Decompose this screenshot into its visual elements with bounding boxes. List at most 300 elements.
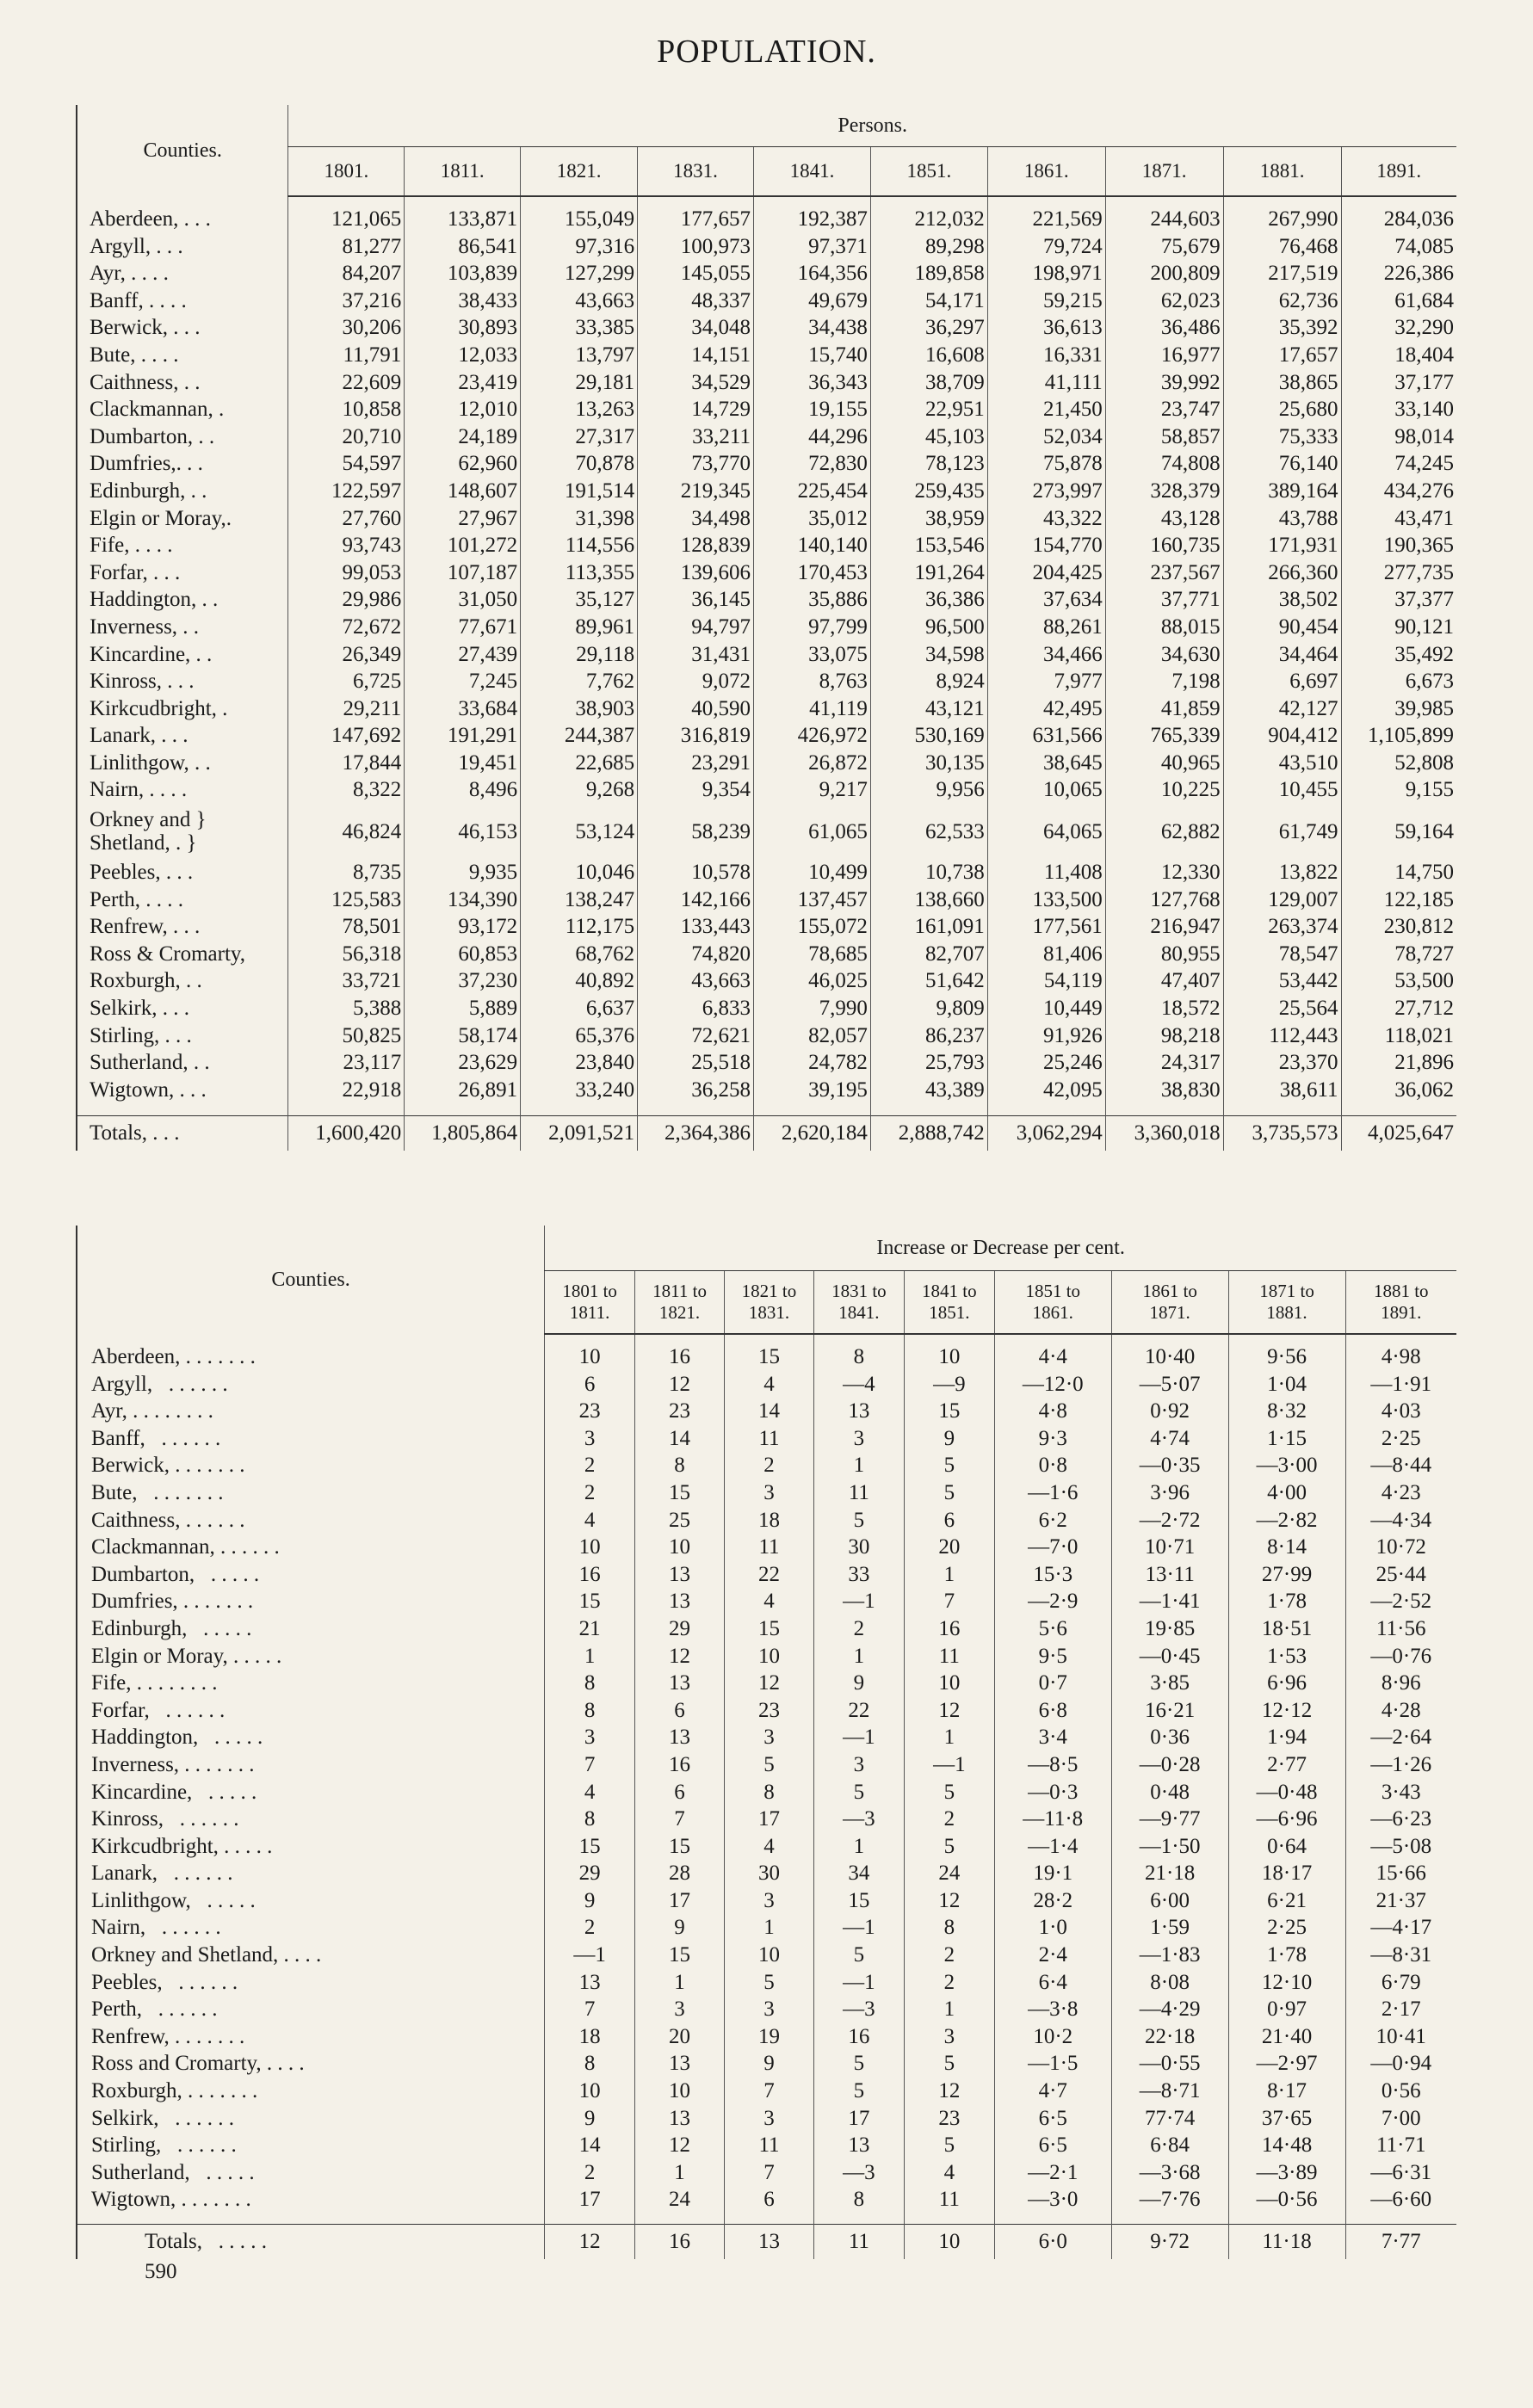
percent-cell: 20 [635,2023,725,2051]
population-cell: 37,377 [1341,586,1456,614]
population-cell: 43,663 [521,287,638,315]
percent-cell: 3·4 [994,1724,1111,1751]
percent-cell: 9 [813,1670,904,1697]
percent-cell: 2 [545,2159,635,2187]
county-name: Bute, . . . . [90,343,179,367]
percent-cell: 3 [725,1996,814,2023]
percent-cell: 1·59 [1111,1914,1228,1942]
population-cell: 155,072 [753,913,870,941]
percent-cell: 23 [545,1398,635,1425]
population-cell: 41,859 [1105,695,1223,723]
population-cell: 7,762 [521,668,638,695]
population-cell: 40,590 [638,695,754,723]
percent-cell: 10 [635,2078,725,2105]
period-start: 1861 to [1142,1281,1197,1301]
table-row [77,369,1456,397]
table-row [77,532,1456,559]
population-cell: 40,892 [521,967,638,995]
population-cell: 10,738 [870,859,987,886]
percent-cell: 5·6 [994,1615,1111,1643]
total-cell: 1,600,420 [288,1116,405,1152]
county-name: Sutherland, . . . . . [91,2160,255,2184]
population-cell: 190,365 [1341,532,1456,559]
population-cell: 31,398 [521,505,638,533]
population-cell: 33,684 [405,695,521,723]
population-cell: 122,185 [1341,886,1456,914]
population-cell: 112,175 [521,913,638,941]
spacer-cell [638,1103,754,1116]
population-cell: 43,510 [1223,750,1341,777]
percent-cell: —1·41 [1111,1588,1228,1615]
population-cell: 164,356 [753,260,870,287]
population-cell: 62,023 [1105,287,1223,315]
year-header: 1891. [1341,147,1456,197]
percent-cell: 1·78 [1228,1942,1345,1969]
population-cell: 61,749 [1223,804,1341,859]
table-row [77,2023,1456,2051]
percent-cell: 11 [813,1479,904,1507]
population-cell: 530,169 [870,722,987,750]
percent-cell: 1 [725,1914,814,1942]
population-cell: 36,145 [638,586,754,614]
population-cell: 221,569 [987,196,1105,233]
period-start: 1811 to [652,1281,707,1301]
percent-cell: 1 [635,2159,725,2187]
county-name: Lanark, . . . . . . [91,1862,233,1886]
population-cell: 266,360 [1223,559,1341,587]
table-row [77,1779,1456,1806]
county-name: Inverness, . . . . . . . [91,1752,255,1776]
population-cell: 426,972 [753,722,870,750]
percent-cell: 11 [725,2132,814,2159]
percent-cell: 24 [904,1860,994,1887]
population-cell: 38,959 [870,505,987,533]
percent-cell: 3 [545,1724,635,1751]
population-cell: 8,924 [870,668,987,695]
population-cell: 112,443 [1223,1022,1341,1050]
percent-cell: 8 [545,1806,635,1833]
table-row [77,586,1456,614]
table-row [77,1398,1456,1425]
population-cell: 39,985 [1341,695,1456,723]
county-name: Stirling, . . . [90,1023,192,1047]
population-cell: 60,853 [405,941,521,968]
percent-cell: 8 [725,1779,814,1806]
percent-cell: 17 [725,1806,814,1833]
percent-cell: 4·74 [1111,1425,1228,1453]
period-header [545,1271,635,1335]
county-name: Kirkcudbright, . . . . . [91,1834,273,1858]
percent-cell: 34 [813,1860,904,1887]
percent-cell: 4 [725,1588,814,1615]
population-cell: 91,926 [987,1022,1105,1050]
population-cell: 33,075 [753,641,870,669]
percent-cell: —4 [813,1371,904,1398]
population-cell: 147,692 [288,722,405,750]
population-cell: 10,449 [987,995,1105,1022]
percent-cell: 7 [725,2078,814,2105]
percent-cell: —1 [813,1724,904,1751]
population-cell: 46,153 [405,804,521,859]
population-cell: 189,858 [870,260,987,287]
percent-cell: —1 [813,1914,904,1942]
county-name: Ayr, . . . . [90,262,169,286]
total-cell: 3,735,573 [1223,1116,1341,1152]
percent-cell: 3 [813,1751,904,1779]
percent-cell: 2 [725,1452,814,1479]
percent-cell: 4 [545,1779,635,1806]
percent-cell: 37·65 [1228,2105,1345,2133]
percent-cell: 10 [545,1334,635,1371]
percent-cell: 3 [725,2105,814,2133]
table-row [77,260,1456,287]
population-cell: 59,215 [987,287,1105,315]
county-name: Sutherland, . . [90,1051,210,1075]
percent-cell: 2·77 [1228,1751,1345,1779]
population-cell: 33,140 [1341,396,1456,423]
percent-cell: 5 [813,2050,904,2078]
percent-cell: 4·00 [1228,1479,1345,1507]
population-cell: 40,965 [1105,750,1223,777]
population-cell: 30,135 [870,750,987,777]
population-cell: 25,518 [638,1049,754,1077]
population-cell: 434,276 [1341,478,1456,505]
county-name: Renfrew, . . . [90,915,201,939]
population-cell: 84,207 [288,260,405,287]
population-cell: 97,371 [753,233,870,261]
percent-cell: 15·66 [1345,1860,1456,1887]
percent-cell: 22·18 [1111,2023,1228,2051]
population-cell: 81,277 [288,233,405,261]
percent-cell: 28·2 [994,1887,1111,1915]
totals-label: Totals, . . . . . [77,2225,545,2260]
population-cell: 36,486 [1105,314,1223,342]
percent-cell: 6·79 [1345,1969,1456,1997]
percent-cell: 8 [904,1914,994,1942]
county-name: Selkirk, . . . . . . [91,2106,234,2130]
table-row [77,342,1456,369]
percent-cell: 9·5 [994,1643,1111,1670]
population-cell: 74,820 [638,941,754,968]
period-start: 1871 to [1259,1281,1314,1301]
percent-cell: —1·91 [1345,1371,1456,1398]
counties-header: Counties. [271,1268,350,1291]
population-cell: 103,839 [405,260,521,287]
population-cell: 21,896 [1341,1049,1456,1077]
percent-cell: —0·56 [1228,2186,1345,2214]
population-cell: 13,822 [1223,859,1341,886]
spacer-cell [1341,1103,1456,1116]
population-cell: 79,724 [987,233,1105,261]
percent-cell: 17 [635,1887,725,1915]
spacer-cell [1111,2214,1228,2225]
percent-cell: —2·82 [1228,1507,1345,1534]
population-cell: 35,127 [521,586,638,614]
population-cell: 75,679 [1105,233,1223,261]
county-name: Perth, . . . . [90,887,184,911]
population-cell: 138,660 [870,886,987,914]
population-cell: 1,105,899 [1341,722,1456,750]
population-cell: 38,502 [1223,586,1341,614]
percent-cell: 4 [725,1833,814,1861]
population-cell: 6,697 [1223,668,1341,695]
population-cell: 9,072 [638,668,754,695]
period-end: 1861. [1032,1302,1073,1323]
spacer-cell [1345,2214,1456,2225]
population-cell: 36,343 [753,369,870,397]
population-cell: 76,140 [1223,450,1341,478]
population-cell: 139,606 [638,559,754,587]
totals-label: Totals, . . . [77,1116,288,1152]
spacer-cell [1105,1103,1223,1116]
county-name: Edinburgh, . . . . . [91,1616,252,1640]
population-cell: 88,261 [987,614,1105,641]
percent-cell: —8·71 [1111,2078,1228,2105]
county-name: Elgin or Moray, . . . . . [91,1644,282,1668]
percent-cell: 19 [725,2023,814,2051]
percent-cell: 8 [813,2186,904,2214]
percent-cell: 3 [725,1887,814,1915]
population-cell: 36,258 [638,1077,754,1104]
population-cell: 389,164 [1223,478,1341,505]
percent-cell: 4·7 [994,2078,1111,2105]
spacer-cell [813,2214,904,2225]
population-cell: 78,123 [870,450,987,478]
percent-cell: —3·00 [1228,1452,1345,1479]
population-cell: 38,709 [870,369,987,397]
population-cell: 76,468 [1223,233,1341,261]
period-header [725,1271,814,1335]
population-cell: 37,771 [1105,586,1223,614]
population-cell: 177,657 [638,196,754,233]
percent-cell: 7 [545,1996,635,2023]
county-name: Ross and Cromarty, . . . . [91,2052,305,2076]
population-cell: 121,065 [288,196,405,233]
percent-cell: 6·4 [994,1969,1111,1997]
population-cell: 118,021 [1341,1022,1456,1050]
year-header: 1821. [521,147,638,197]
population-cell: 77,671 [405,614,521,641]
population-cell: 38,865 [1223,369,1341,397]
population-cell: 765,339 [1105,722,1223,750]
population-cell: 29,181 [521,369,638,397]
population-cell: 127,299 [521,260,638,287]
percent-cell: 11 [725,1425,814,1453]
percent-cell: 10 [545,2078,635,2105]
percent-cell: —2·72 [1111,1507,1228,1534]
percent-cell: 0·8 [994,1452,1111,1479]
percent-cell: —4·29 [1111,1996,1228,2023]
table-row [77,478,1456,505]
population-cell: 73,770 [638,450,754,478]
county-name: Banff, . . . . . . [91,1426,221,1450]
population-cell: 74,808 [1105,450,1223,478]
percent-cell: 7 [904,1588,994,1615]
percent-cell: 4·98 [1345,1334,1456,1371]
population-table [76,105,1456,1151]
population-cell: 27,712 [1341,995,1456,1022]
population-cell: 34,048 [638,314,754,342]
population-cell: 43,121 [870,695,987,723]
population-cell: 56,318 [288,941,405,968]
population-cell: 11,791 [288,342,405,369]
percent-cell: 10 [635,1534,725,1561]
percent-cell: 3 [904,2023,994,2051]
population-cell: 122,597 [288,478,405,505]
period-start: 1831 to [831,1281,887,1301]
population-cell: 39,992 [1105,369,1223,397]
county-name: Aberdeen, . . . . . . . [91,1344,256,1368]
population-cell: 7,198 [1105,668,1223,695]
county-name: Peebles, . . . [90,861,194,885]
population-cell: 62,736 [1223,287,1341,315]
county-name: Perth, . . . . . . [91,1997,218,2022]
county-name: Kincardine, . . . . . [91,1780,257,1804]
population-cell: 37,216 [288,287,405,315]
population-cell: 97,316 [521,233,638,261]
percent-cell: 7·00 [1345,2105,1456,2133]
table-row [77,776,1456,804]
population-cell: 8,322 [288,776,405,804]
percent-cell: 9·3 [994,1425,1111,1453]
total-cell: 9·72 [1111,2225,1228,2260]
year-header: 1881. [1223,147,1341,197]
population-cell: 81,406 [987,941,1105,968]
county-name: Elgin or Moray,. [90,506,232,530]
population-cell: 22,609 [288,369,405,397]
population-cell: 155,049 [521,196,638,233]
population-cell: 22,951 [870,396,987,423]
percent-cell: 6 [635,1779,725,1806]
percent-cell: 9 [635,1914,725,1942]
population-cell: 26,872 [753,750,870,777]
percent-cell: —2·1 [994,2159,1111,2187]
spacer-cell [635,2214,725,2225]
percent-cell: 24 [635,2186,725,2214]
population-cell: 18,404 [1341,342,1456,369]
table-row [77,1479,1456,1507]
percent-cell: 11 [904,1643,994,1670]
population-cell: 171,931 [1223,532,1341,559]
population-cell: 43,322 [987,505,1105,533]
percent-cell: 13 [635,2105,725,2133]
population-cell: 90,454 [1223,614,1341,641]
percent-cell: 22 [725,1561,814,1589]
year-header: 1841. [753,147,870,197]
population-cell: 54,119 [987,967,1105,995]
percent-cell: 22 [813,1697,904,1725]
population-cell: 137,457 [753,886,870,914]
spacer-cell [77,2214,545,2225]
population-cell: 34,466 [987,641,1105,669]
table-row [77,1996,1456,2023]
population-cell: 97,799 [753,614,870,641]
percent-cell: 15 [813,1887,904,1915]
population-cell: 244,387 [521,722,638,750]
table-row [77,614,1456,641]
population-cell: 316,819 [638,722,754,750]
percent-cell: 6·21 [1228,1887,1345,1915]
table-row [77,1077,1456,1104]
table-row [77,1670,1456,1697]
population-cell: 75,333 [1223,423,1341,451]
percent-cell: 18·17 [1228,1860,1345,1887]
population-cell: 49,679 [753,287,870,315]
county-name: Ayr, . . . . . . . . [91,1399,213,1423]
county-name: Clackmannan, . [90,398,225,422]
county-name: Linlithgow, . . . . . [91,1888,256,1912]
population-cell: 37,177 [1341,369,1456,397]
county-name: Caithness, . . [90,370,201,394]
population-cell: 21,450 [987,396,1105,423]
percent-cell: 0·48 [1111,1779,1228,1806]
table-row [77,314,1456,342]
percent-cell: 8 [545,1670,635,1697]
percent-cell: —11·8 [994,1806,1111,1833]
percent-cell: —1·50 [1111,1833,1228,1861]
spacer-row [77,2214,1456,2225]
percent-cell: 11·71 [1345,2132,1456,2159]
county-name-line: Orkney and } [90,808,207,832]
percent-cell: 5 [904,1833,994,1861]
county-name: Argyll, . . . . . . [91,1372,228,1396]
percent-cell: 5 [904,2050,994,2078]
percent-cell: 30 [813,1534,904,1561]
table-row [77,1507,1456,1534]
percent-cell: 0·36 [1111,1724,1228,1751]
percent-cell: 6 [725,2186,814,2214]
population-cell: 74,245 [1341,450,1456,478]
county-name: Bute, . . . . . . . [91,1480,224,1504]
population-cell: 9,268 [521,776,638,804]
population-cell: 212,032 [870,196,987,233]
population-cell: 34,630 [1105,641,1223,669]
spacer-cell [545,2214,635,2225]
percent-cell: 8·14 [1228,1534,1345,1561]
county-name: Caithness, . . . . . . [91,1508,245,1532]
population-cell: 38,611 [1223,1077,1341,1104]
population-cell: 10,499 [753,859,870,886]
percent-cell: 28 [635,1860,725,1887]
population-cell: 192,387 [753,196,870,233]
population-cell: 24,189 [405,423,521,451]
percent-cell: 14 [545,2132,635,2159]
percent-cell: 1 [635,1969,725,1997]
spacer-cell [521,1103,638,1116]
percent-cell: —0·3 [994,1779,1111,1806]
percent-cell: 3 [545,1425,635,1453]
population-cell: 78,547 [1223,941,1341,968]
county-name: Roxburgh, . . [90,969,202,993]
population-cell: 177,561 [987,913,1105,941]
percent-cell: 7 [725,2159,814,2187]
population-cell: 204,425 [987,559,1105,587]
percent-cell: 10 [725,1643,814,1670]
percent-cell: 8·08 [1111,1969,1228,1997]
population-cell: 161,091 [870,913,987,941]
percent-cell: —1 [813,1588,904,1615]
percent-cell: 2 [904,1969,994,1997]
population-cell: 22,918 [288,1077,405,1104]
year-header: 1851. [870,147,987,197]
percent-cell: —0·94 [1345,2050,1456,2078]
population-cell: 23,629 [405,1049,521,1077]
percent-cell: 17 [813,2105,904,2133]
population-cell: 128,839 [638,532,754,559]
table-row [77,913,1456,941]
table-row [77,423,1456,451]
table-row [77,722,1456,750]
